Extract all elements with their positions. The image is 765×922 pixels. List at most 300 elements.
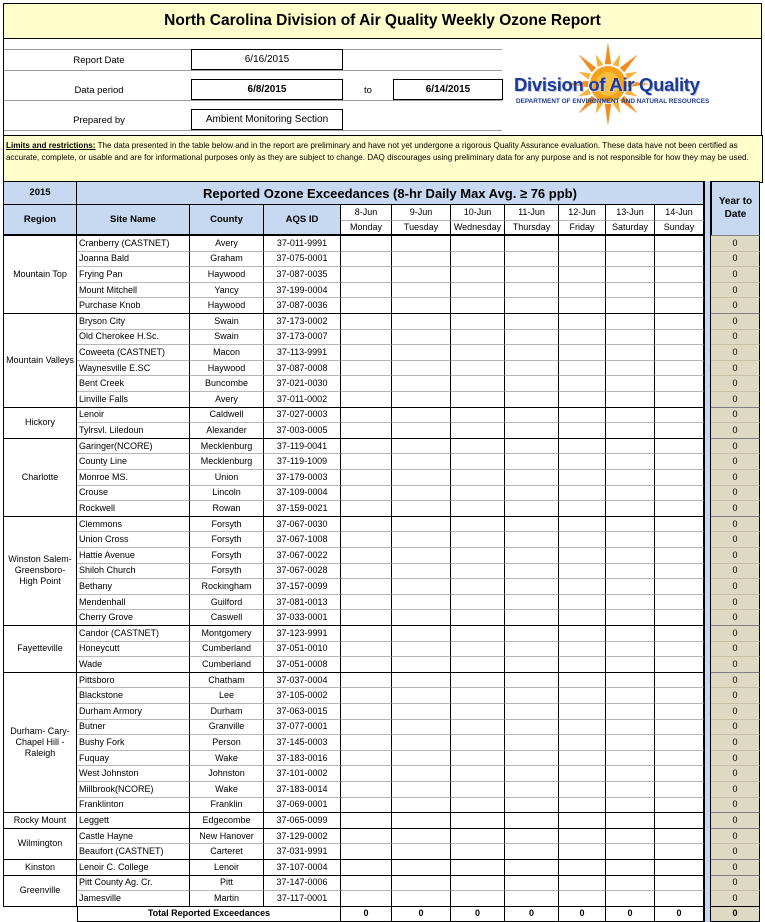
exceedance-cell[interactable] [392, 391, 451, 407]
exceedance-cell[interactable] [451, 407, 505, 423]
exceedance-cell[interactable] [606, 609, 655, 625]
exceedance-cell[interactable] [505, 625, 559, 641]
exceedance-cell[interactable] [559, 719, 606, 735]
exceedance-cell[interactable] [606, 360, 655, 376]
exceedance-cell[interactable] [505, 719, 559, 735]
exceedance-cell[interactable] [559, 297, 606, 313]
exceedance-cell[interactable] [655, 235, 704, 251]
exceedance-cell[interactable] [606, 422, 655, 438]
exceedance-cell[interactable] [655, 859, 704, 875]
exceedance-cell[interactable] [341, 407, 392, 423]
exceedance-cell[interactable] [505, 360, 559, 376]
exceedance-cell[interactable] [559, 625, 606, 641]
exceedance-cell[interactable] [606, 469, 655, 485]
exceedance-cell[interactable] [559, 687, 606, 703]
exceedance-cell[interactable] [392, 375, 451, 391]
exceedance-cell[interactable] [341, 656, 392, 672]
exceedance-cell[interactable] [392, 594, 451, 610]
exceedance-cell[interactable] [392, 781, 451, 797]
exceedance-cell[interactable] [655, 407, 704, 423]
exceedance-cell[interactable] [505, 812, 559, 828]
exceedance-cell[interactable] [606, 625, 655, 641]
exceedance-cell[interactable] [505, 734, 559, 750]
exceedance-cell[interactable] [606, 266, 655, 282]
exceedance-cell[interactable] [505, 313, 559, 329]
exceedance-cell[interactable] [505, 563, 559, 579]
exceedance-cell[interactable] [505, 687, 559, 703]
exceedance-cell[interactable] [559, 344, 606, 360]
exceedance-cell[interactable] [341, 360, 392, 376]
exceedance-cell[interactable] [341, 875, 392, 891]
exceedance-cell[interactable] [392, 453, 451, 469]
exceedance-cell[interactable] [559, 672, 606, 688]
exceedance-cell[interactable] [451, 765, 505, 781]
exceedance-cell[interactable] [606, 485, 655, 501]
exceedance-cell[interactable] [655, 438, 704, 454]
exceedance-cell[interactable] [655, 594, 704, 610]
exceedance-cell[interactable] [655, 687, 704, 703]
exceedance-cell[interactable] [451, 329, 505, 345]
exceedance-cell[interactable] [505, 594, 559, 610]
exceedance-cell[interactable] [392, 329, 451, 345]
exceedance-cell[interactable] [505, 781, 559, 797]
exceedance-cell[interactable] [392, 563, 451, 579]
exceedance-cell[interactable] [606, 297, 655, 313]
exceedance-cell[interactable] [341, 812, 392, 828]
exceedance-cell[interactable] [341, 500, 392, 516]
exceedance-cell[interactable] [392, 719, 451, 735]
exceedance-cell[interactable] [392, 656, 451, 672]
exceedance-cell[interactable] [341, 890, 392, 906]
exceedance-cell[interactable] [655, 563, 704, 579]
exceedance-cell[interactable] [392, 875, 451, 891]
exceedance-cell[interactable] [655, 797, 704, 813]
exceedance-cell[interactable] [655, 282, 704, 298]
exceedance-cell[interactable] [505, 641, 559, 657]
exceedance-cell[interactable] [451, 500, 505, 516]
exceedance-cell[interactable] [392, 625, 451, 641]
exceedance-cell[interactable] [606, 407, 655, 423]
exceedance-cell[interactable] [559, 890, 606, 906]
exceedance-cell[interactable] [606, 438, 655, 454]
exceedance-cell[interactable] [655, 453, 704, 469]
exceedance-cell[interactable] [392, 890, 451, 906]
exceedance-cell[interactable] [606, 391, 655, 407]
exceedance-cell[interactable] [505, 672, 559, 688]
exceedance-cell[interactable] [559, 812, 606, 828]
exceedance-cell[interactable] [505, 485, 559, 501]
exceedance-cell[interactable] [341, 797, 392, 813]
exceedance-cell[interactable] [606, 531, 655, 547]
exceedance-cell[interactable] [341, 609, 392, 625]
exceedance-cell[interactable] [341, 578, 392, 594]
exceedance-cell[interactable] [451, 656, 505, 672]
exceedance-cell[interactable] [606, 251, 655, 267]
exceedance-cell[interactable] [559, 703, 606, 719]
exceedance-cell[interactable] [606, 563, 655, 579]
exceedance-cell[interactable] [341, 391, 392, 407]
exceedance-cell[interactable] [451, 843, 505, 859]
exceedance-cell[interactable] [606, 734, 655, 750]
period-start-value[interactable]: 6/8/2015 [191, 79, 343, 100]
exceedance-cell[interactable] [655, 578, 704, 594]
exceedance-cell[interactable] [505, 609, 559, 625]
exceedance-cell[interactable] [559, 266, 606, 282]
exceedance-cell[interactable] [392, 422, 451, 438]
exceedance-cell[interactable] [559, 765, 606, 781]
exceedance-cell[interactable] [341, 344, 392, 360]
exceedance-cell[interactable] [559, 422, 606, 438]
exceedance-cell[interactable] [451, 469, 505, 485]
exceedance-cell[interactable] [655, 843, 704, 859]
exceedance-cell[interactable] [451, 734, 505, 750]
exceedance-cell[interactable] [606, 797, 655, 813]
exceedance-cell[interactable] [392, 360, 451, 376]
exceedance-cell[interactable] [451, 625, 505, 641]
exceedance-cell[interactable] [341, 687, 392, 703]
exceedance-cell[interactable] [559, 750, 606, 766]
exceedance-cell[interactable] [451, 563, 505, 579]
exceedance-cell[interactable] [655, 297, 704, 313]
exceedance-cell[interactable] [451, 578, 505, 594]
exceedance-cell[interactable] [559, 360, 606, 376]
exceedance-cell[interactable] [559, 859, 606, 875]
exceedance-cell[interactable] [606, 719, 655, 735]
exceedance-cell[interactable] [559, 235, 606, 251]
exceedance-cell[interactable] [341, 781, 392, 797]
exceedance-cell[interactable] [451, 266, 505, 282]
exceedance-cell[interactable] [655, 422, 704, 438]
exceedance-cell[interactable] [341, 843, 392, 859]
exceedance-cell[interactable] [606, 859, 655, 875]
exceedance-cell[interactable] [606, 313, 655, 329]
exceedance-cell[interactable] [451, 360, 505, 376]
exceedance-cell[interactable] [451, 609, 505, 625]
exceedance-cell[interactable] [505, 859, 559, 875]
exceedance-cell[interactable] [606, 282, 655, 298]
exceedance-cell[interactable] [606, 547, 655, 563]
exceedance-cell[interactable] [451, 828, 505, 844]
exceedance-cell[interactable] [392, 828, 451, 844]
exceedance-cell[interactable] [655, 391, 704, 407]
exceedance-cell[interactable] [341, 625, 392, 641]
exceedance-cell[interactable] [505, 703, 559, 719]
exceedance-cell[interactable] [559, 407, 606, 423]
exceedance-cell[interactable] [341, 329, 392, 345]
exceedance-cell[interactable] [655, 251, 704, 267]
exceedance-cell[interactable] [559, 375, 606, 391]
exceedance-cell[interactable] [451, 781, 505, 797]
exceedance-cell[interactable] [505, 375, 559, 391]
exceedance-cell[interactable] [341, 266, 392, 282]
exceedance-cell[interactable] [392, 516, 451, 532]
exceedance-cell[interactable] [392, 235, 451, 251]
exceedance-cell[interactable] [655, 266, 704, 282]
exceedance-cell[interactable] [655, 875, 704, 891]
exceedance-cell[interactable] [559, 734, 606, 750]
exceedance-cell[interactable] [559, 500, 606, 516]
exceedance-cell[interactable] [606, 578, 655, 594]
exceedance-cell[interactable] [392, 578, 451, 594]
exceedance-cell[interactable] [451, 703, 505, 719]
exceedance-cell[interactable] [392, 765, 451, 781]
exceedance-cell[interactable] [505, 656, 559, 672]
exceedance-cell[interactable] [505, 516, 559, 532]
exceedance-cell[interactable] [341, 282, 392, 298]
exceedance-cell[interactable] [451, 859, 505, 875]
exceedance-cell[interactable] [505, 438, 559, 454]
exceedance-cell[interactable] [559, 282, 606, 298]
exceedance-cell[interactable] [392, 500, 451, 516]
exceedance-cell[interactable] [505, 282, 559, 298]
exceedance-cell[interactable] [451, 391, 505, 407]
exceedance-cell[interactable] [451, 547, 505, 563]
exceedance-cell[interactable] [451, 516, 505, 532]
exceedance-cell[interactable] [392, 266, 451, 282]
exceedance-cell[interactable] [655, 500, 704, 516]
exceedance-cell[interactable] [341, 563, 392, 579]
exceedance-cell[interactable] [655, 890, 704, 906]
exceedance-cell[interactable] [606, 329, 655, 345]
exceedance-cell[interactable] [392, 750, 451, 766]
exceedance-cell[interactable] [655, 781, 704, 797]
exceedance-cell[interactable] [655, 313, 704, 329]
exceedance-cell[interactable] [505, 765, 559, 781]
exceedance-cell[interactable] [505, 750, 559, 766]
exceedance-cell[interactable] [451, 313, 505, 329]
exceedance-cell[interactable] [341, 859, 392, 875]
exceedance-cell[interactable] [606, 672, 655, 688]
exceedance-cell[interactable] [606, 656, 655, 672]
exceedance-cell[interactable] [606, 812, 655, 828]
exceedance-cell[interactable] [451, 890, 505, 906]
exceedance-cell[interactable] [451, 438, 505, 454]
exceedance-cell[interactable] [606, 453, 655, 469]
exceedance-cell[interactable] [655, 703, 704, 719]
exceedance-cell[interactable] [559, 313, 606, 329]
exceedance-cell[interactable] [341, 719, 392, 735]
exceedance-cell[interactable] [655, 812, 704, 828]
report-date-value[interactable]: 6/16/2015 [191, 49, 343, 70]
exceedance-cell[interactable] [341, 765, 392, 781]
exceedance-cell[interactable] [451, 531, 505, 547]
exceedance-cell[interactable] [505, 297, 559, 313]
exceedance-cell[interactable] [606, 235, 655, 251]
exceedance-cell[interactable] [559, 781, 606, 797]
exceedance-cell[interactable] [559, 609, 606, 625]
exceedance-cell[interactable] [505, 391, 559, 407]
exceedance-cell[interactable] [505, 875, 559, 891]
exceedance-cell[interactable] [392, 672, 451, 688]
exceedance-cell[interactable] [392, 282, 451, 298]
exceedance-cell[interactable] [505, 531, 559, 547]
exceedance-cell[interactable] [559, 563, 606, 579]
exceedance-cell[interactable] [606, 641, 655, 657]
exceedance-cell[interactable] [559, 329, 606, 345]
exceedance-cell[interactable] [505, 235, 559, 251]
exceedance-cell[interactable] [341, 297, 392, 313]
exceedance-cell[interactable] [505, 344, 559, 360]
exceedance-cell[interactable] [341, 594, 392, 610]
exceedance-cell[interactable] [341, 531, 392, 547]
exceedance-cell[interactable] [606, 500, 655, 516]
exceedance-cell[interactable] [655, 516, 704, 532]
exceedance-cell[interactable] [341, 672, 392, 688]
period-end-value[interactable]: 6/14/2015 [393, 79, 503, 100]
exceedance-cell[interactable] [341, 375, 392, 391]
exceedance-cell[interactable] [392, 251, 451, 267]
exceedance-cell[interactable] [451, 797, 505, 813]
exceedance-cell[interactable] [341, 485, 392, 501]
exceedance-cell[interactable] [505, 843, 559, 859]
exceedance-cell[interactable] [559, 469, 606, 485]
exceedance-cell[interactable] [341, 235, 392, 251]
exceedance-cell[interactable] [505, 500, 559, 516]
exceedance-cell[interactable] [505, 469, 559, 485]
exceedance-cell[interactable] [392, 641, 451, 657]
exceedance-cell[interactable] [655, 641, 704, 657]
exceedance-cell[interactable] [606, 843, 655, 859]
exceedance-cell[interactable] [505, 797, 559, 813]
exceedance-cell[interactable] [606, 594, 655, 610]
exceedance-cell[interactable] [341, 828, 392, 844]
exceedance-cell[interactable] [451, 344, 505, 360]
exceedance-cell[interactable] [606, 765, 655, 781]
exceedance-cell[interactable] [655, 469, 704, 485]
exceedance-cell[interactable] [341, 516, 392, 532]
exceedance-cell[interactable] [505, 266, 559, 282]
exceedance-cell[interactable] [559, 828, 606, 844]
exceedance-cell[interactable] [451, 875, 505, 891]
exceedance-cell[interactable] [451, 594, 505, 610]
exceedance-cell[interactable] [559, 875, 606, 891]
exceedance-cell[interactable] [606, 890, 655, 906]
exceedance-cell[interactable] [559, 438, 606, 454]
exceedance-cell[interactable] [559, 453, 606, 469]
exceedance-cell[interactable] [341, 438, 392, 454]
exceedance-cell[interactable] [392, 313, 451, 329]
exceedance-cell[interactable] [451, 422, 505, 438]
exceedance-cell[interactable] [559, 656, 606, 672]
exceedance-cell[interactable] [655, 485, 704, 501]
exceedance-cell[interactable] [559, 578, 606, 594]
exceedance-cell[interactable] [392, 407, 451, 423]
exceedance-cell[interactable] [559, 531, 606, 547]
exceedance-cell[interactable] [655, 344, 704, 360]
exceedance-cell[interactable] [505, 547, 559, 563]
exceedance-cell[interactable] [392, 703, 451, 719]
exceedance-cell[interactable] [559, 594, 606, 610]
exceedance-cell[interactable] [655, 609, 704, 625]
prepared-by-value[interactable]: Ambient Monitoring Section [191, 109, 343, 130]
exceedance-cell[interactable] [655, 531, 704, 547]
exceedance-cell[interactable] [341, 734, 392, 750]
exceedance-cell[interactable] [451, 641, 505, 657]
exceedance-cell[interactable] [606, 781, 655, 797]
exceedance-cell[interactable] [606, 516, 655, 532]
exceedance-cell[interactable] [655, 750, 704, 766]
exceedance-cell[interactable] [392, 438, 451, 454]
exceedance-cell[interactable] [341, 453, 392, 469]
exceedance-cell[interactable] [655, 719, 704, 735]
exceedance-cell[interactable] [655, 828, 704, 844]
exceedance-cell[interactable] [341, 750, 392, 766]
exceedance-cell[interactable] [606, 828, 655, 844]
exceedance-cell[interactable] [341, 703, 392, 719]
exceedance-cell[interactable] [451, 235, 505, 251]
exceedance-cell[interactable] [559, 843, 606, 859]
exceedance-cell[interactable] [505, 422, 559, 438]
exceedance-cell[interactable] [392, 687, 451, 703]
exceedance-cell[interactable] [505, 407, 559, 423]
exceedance-cell[interactable] [559, 251, 606, 267]
exceedance-cell[interactable] [451, 297, 505, 313]
exceedance-cell[interactable] [451, 251, 505, 267]
exceedance-cell[interactable] [392, 344, 451, 360]
exceedance-cell[interactable] [341, 313, 392, 329]
exceedance-cell[interactable] [655, 765, 704, 781]
exceedance-cell[interactable] [606, 375, 655, 391]
exceedance-cell[interactable] [505, 329, 559, 345]
exceedance-cell[interactable] [451, 375, 505, 391]
exceedance-cell[interactable] [451, 453, 505, 469]
exceedance-cell[interactable] [451, 687, 505, 703]
exceedance-cell[interactable] [392, 297, 451, 313]
exceedance-cell[interactable] [451, 719, 505, 735]
exceedance-cell[interactable] [392, 609, 451, 625]
exceedance-cell[interactable] [341, 547, 392, 563]
exceedance-cell[interactable] [392, 797, 451, 813]
exceedance-cell[interactable] [655, 547, 704, 563]
exceedance-cell[interactable] [505, 828, 559, 844]
exceedance-cell[interactable] [655, 672, 704, 688]
exceedance-cell[interactable] [559, 641, 606, 657]
exceedance-cell[interactable] [655, 329, 704, 345]
exceedance-cell[interactable] [606, 750, 655, 766]
exceedance-cell[interactable] [559, 547, 606, 563]
exceedance-cell[interactable] [606, 344, 655, 360]
exceedance-cell[interactable] [655, 656, 704, 672]
exceedance-cell[interactable] [451, 485, 505, 501]
exceedance-cell[interactable] [655, 375, 704, 391]
exceedance-cell[interactable] [559, 391, 606, 407]
exceedance-cell[interactable] [559, 516, 606, 532]
exceedance-cell[interactable] [505, 890, 559, 906]
exceedance-cell[interactable] [392, 734, 451, 750]
exceedance-cell[interactable] [606, 875, 655, 891]
exceedance-cell[interactable] [451, 672, 505, 688]
exceedance-cell[interactable] [451, 750, 505, 766]
exceedance-cell[interactable] [655, 625, 704, 641]
exceedance-cell[interactable] [505, 251, 559, 267]
exceedance-cell[interactable] [451, 282, 505, 298]
exceedance-cell[interactable] [392, 843, 451, 859]
exceedance-cell[interactable] [392, 547, 451, 563]
exceedance-cell[interactable] [606, 703, 655, 719]
exceedance-cell[interactable] [392, 812, 451, 828]
exceedance-cell[interactable] [505, 453, 559, 469]
exceedance-cell[interactable] [655, 360, 704, 376]
exceedance-cell[interactable] [392, 859, 451, 875]
exceedance-cell[interactable] [559, 485, 606, 501]
exceedance-cell[interactable] [392, 469, 451, 485]
exceedance-cell[interactable] [341, 469, 392, 485]
exceedance-cell[interactable] [392, 531, 451, 547]
exceedance-cell[interactable] [451, 812, 505, 828]
exceedance-cell[interactable] [341, 641, 392, 657]
exceedance-cell[interactable] [655, 734, 704, 750]
exceedance-cell[interactable] [505, 578, 559, 594]
